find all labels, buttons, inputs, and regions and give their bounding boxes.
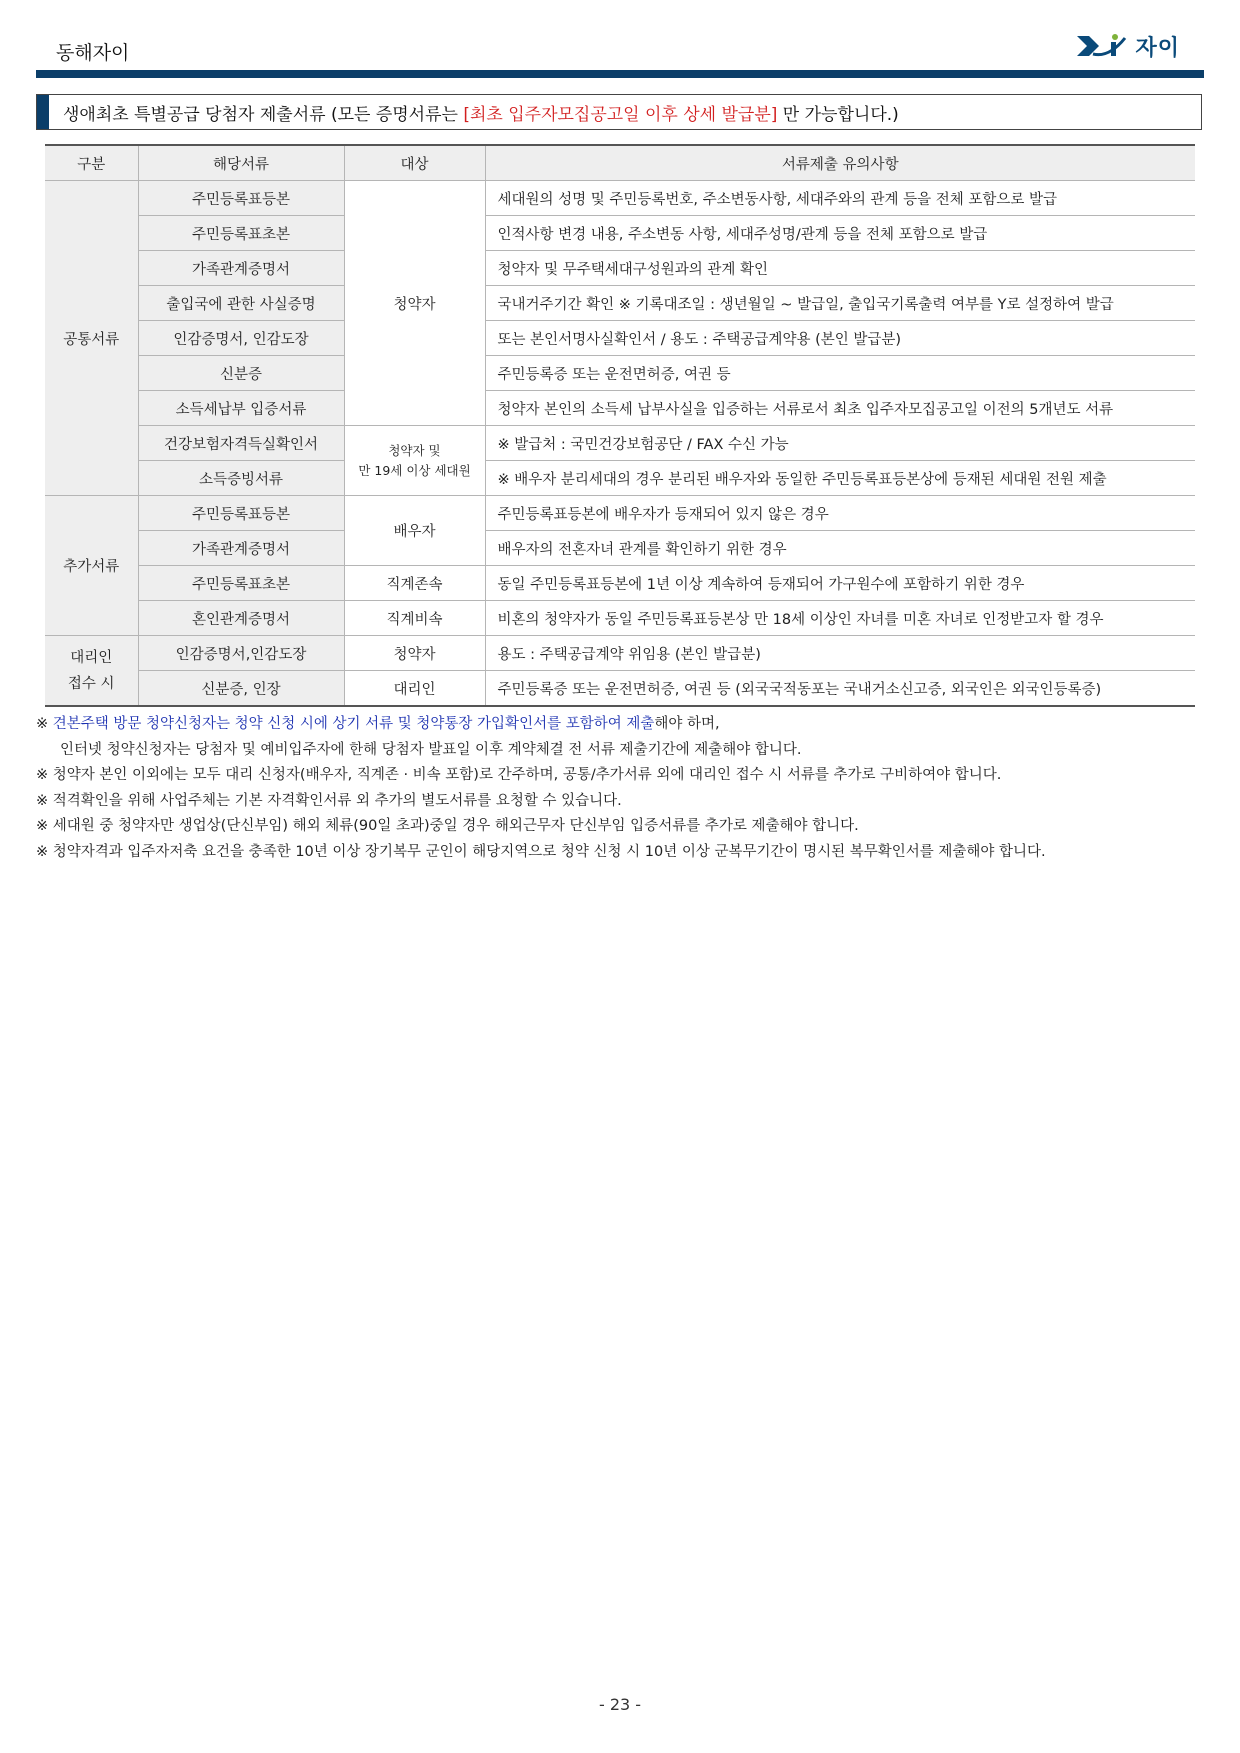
table-row <box>45 181 1195 216</box>
table-row <box>45 671 1195 707</box>
doc-cell: 신분증, 인장 <box>138 671 344 707</box>
note-cell: 인적사항 변경 내용, 주소변동 사항, 세대주성명/관계 등을 전체 포함으로 발급 <box>485 216 1195 251</box>
group-proxy <box>45 636 138 707</box>
table-header-row <box>45 145 1195 181</box>
note-mark: ※ <box>36 818 49 834</box>
doc-cell: 주민등록표초본 <box>138 566 344 601</box>
table-row <box>45 636 1195 671</box>
note-mark: ※ <box>36 716 49 732</box>
xi-logo-icon <box>1075 32 1129 60</box>
note-cell: 국내거주기간 확인 ※ 기록대조일 : 생년월일 ~ 발급일, 출입국기록출력 여부를 Y로 설정하여 발급 <box>485 286 1195 321</box>
note-cell: 용도 : 주택공급계약 위임용 (본인 발급분) <box>485 636 1195 671</box>
logo-text: 자이 <box>1135 35 1180 61</box>
note-cell: 비혼의 청약자가 동일 주민등록표등본상 만 18세 이상인 자녀를 미혼 자녀로 인정받고자 할 경우 <box>485 601 1195 636</box>
section-title <box>49 100 899 125</box>
footnote-2-text: 청약자 본인 이외에는 모두 대리 신청자(배우자, 직계존 · 비속 포함)로 간주하며, 공통/추가서류 외에 대리인 접수 시 서류를 추가로 구비하여야 합니다. <box>52 767 1002 783</box>
section-title-highlight: [최초 입주자모집공고일 이후 상세 발급분] <box>463 104 778 125</box>
footnote-1-continued: 인터넷 청약신청자는 당첨자 및 예비입주자에 한해 당첨자 발표일 이후 계약체결 전 서류 제출기간에 제출해야 합니다. <box>60 741 802 758</box>
doc-cell: 건강보험자격득실확인서 <box>138 426 344 461</box>
footnote-5 <box>36 840 1216 866</box>
footnote-4-text: 세대원 중 청약자만 생업상(단신부임) 해외 체류(90일 초과)중일 경우 해외근무자 단신부임 입증서류를 추가로 제출해야 합니다. <box>52 818 859 834</box>
doc-cell: 인감증명서,인감도장 <box>138 636 344 671</box>
documents-table <box>45 144 1195 707</box>
doc-cell: 인감증명서, 인감도장 <box>138 321 344 356</box>
section-title-prefix: 생애최초 특별공급 당첨자 제출서류 (모든 증명서류는 <box>63 104 464 125</box>
header-rule <box>36 70 1204 78</box>
section-title-bar <box>37 95 49 129</box>
col-header-category: 구분 <box>45 145 138 181</box>
footnote-3-text: 적격확인을 위해 사업주체는 기본 자격확인서류 외 추가의 별도서류를 요청할 수 있습니다. <box>52 792 622 809</box>
doc-cell: 주민등록표초본 <box>138 216 344 251</box>
table-row <box>45 461 1195 496</box>
note-cell: 주민등록증 또는 운전면허증, 여권 등 <box>485 356 1195 391</box>
table-row <box>45 321 1195 356</box>
doc-cell: 가족관계증명서 <box>138 531 344 566</box>
target-household-line1: 청약자 및 <box>388 442 441 458</box>
footnote-5-text: 청약자격과 입주자저축 요건을 충족한 10년 이상 장기복무 군인이 해당지역으로 청약 신청 시 10년 이상 군복무기간이 명시된 복무확인서를 제출해야 합니다. <box>52 843 1046 860</box>
note-cell: 또는 본인서명사실확인서 / 용도 : 주택공급계약용 (본인 발급분) <box>485 321 1195 356</box>
target-ascendant: 직계존속 <box>344 566 485 601</box>
target-household <box>344 426 485 496</box>
note-cell: 동일 주민등록표등본에 1년 이상 계속하여 등재되어 가구원수에 포함하기 위한 경우 <box>485 566 1195 601</box>
footnote-4 <box>36 814 1216 840</box>
target-spouse: 배우자 <box>344 496 485 566</box>
table-row <box>45 356 1195 391</box>
doc-cell: 주민등록표등본 <box>138 496 344 531</box>
table-row <box>45 391 1195 426</box>
table-row <box>45 496 1195 531</box>
col-header-target: 대상 <box>344 145 485 181</box>
group-proxy-line2: 접수 시 <box>67 675 115 692</box>
target-household-line2: 만 19세 이상 세대원 <box>358 462 471 478</box>
note-mark: ※ <box>36 792 49 809</box>
doc-cell: 소득증빙서류 <box>138 461 344 496</box>
note-cell: ※ 배우자 분리세대의 경우 분리된 배우자와 동일한 주민등록표등본상에 등재된 세대원 전원 제출 <box>485 461 1195 496</box>
target-proxy-applicant: 청약자 <box>344 636 485 671</box>
doc-cell: 소득세납부 입증서류 <box>138 391 344 426</box>
col-header-notes: 서류제출 유의사항 <box>485 145 1195 181</box>
section-title-box <box>36 94 1202 130</box>
target-applicant: 청약자 <box>344 181 485 426</box>
note-cell: 주민등록표등본에 배우자가 등재되어 있지 않은 경우 <box>485 496 1195 531</box>
footnote-3 <box>36 789 1216 815</box>
note-cell: 청약자 및 무주택세대구성원과의 관계 확인 <box>485 251 1195 286</box>
note-cell: 청약자 본인의 소득세 납부사실을 입증하는 서류로서 최초 입주자모집공고일 이전의 5개년도 서류 <box>485 391 1195 426</box>
col-header-document: 해당서류 <box>138 145 344 181</box>
doc-cell: 주민등록표등본 <box>138 181 344 216</box>
group-additional: 추가서류 <box>45 496 138 636</box>
group-proxy-line1: 대리인 <box>70 649 113 666</box>
doc-cell: 신분증 <box>138 356 344 391</box>
table-row <box>45 216 1195 251</box>
note-mark: ※ <box>36 767 49 783</box>
table-row <box>45 601 1195 636</box>
note-cell: 세대원의 성명 및 주민등록번호, 주소변동사항, 세대주와의 관계 등을 전체 포함으로 발급 <box>485 181 1195 216</box>
doc-cell: 혼인관계증명서 <box>138 601 344 636</box>
footnotes <box>36 712 1216 865</box>
target-proxy: 대리인 <box>344 671 485 707</box>
page-header-title: 동해자이 <box>56 42 130 64</box>
footnote-1-rest: 해야 하며, <box>654 716 720 732</box>
footnote-1 <box>36 712 1216 738</box>
table-row <box>45 566 1195 601</box>
group-common: 공통서류 <box>45 181 138 496</box>
doc-cell: 출입국에 관한 사실증명 <box>138 286 344 321</box>
footnote-1-highlight: 견본주택 방문 청약신청자는 청약 신청 시에 상기 서류 및 청약통장 가입확인서를 포함하여 제출 <box>52 716 655 732</box>
note-cell: 배우자의 전혼자녀 관계를 확인하기 위한 경우 <box>485 531 1195 566</box>
footnote-2 <box>36 763 1216 789</box>
section-title-suffix: 만 가능합니다.) <box>777 104 899 125</box>
table-row <box>45 531 1195 566</box>
target-descendant: 직계비속 <box>344 601 485 636</box>
table-row <box>45 251 1195 286</box>
table-row <box>45 286 1195 321</box>
doc-cell: 가족관계증명서 <box>138 251 344 286</box>
note-cell: 주민등록증 또는 운전면허증, 여권 등 (외국국적동포는 국내거소신고증, 외국인은 외국인등록증) <box>485 671 1195 707</box>
note-cell: ※ 발급처 : 국민건강보험공단 / FAX 수신 가능 <box>485 426 1195 461</box>
page-number: - 23 - <box>598 1695 642 1714</box>
brand-logo <box>1075 30 1180 62</box>
table-row <box>45 426 1195 461</box>
note-mark: ※ <box>36 843 49 860</box>
